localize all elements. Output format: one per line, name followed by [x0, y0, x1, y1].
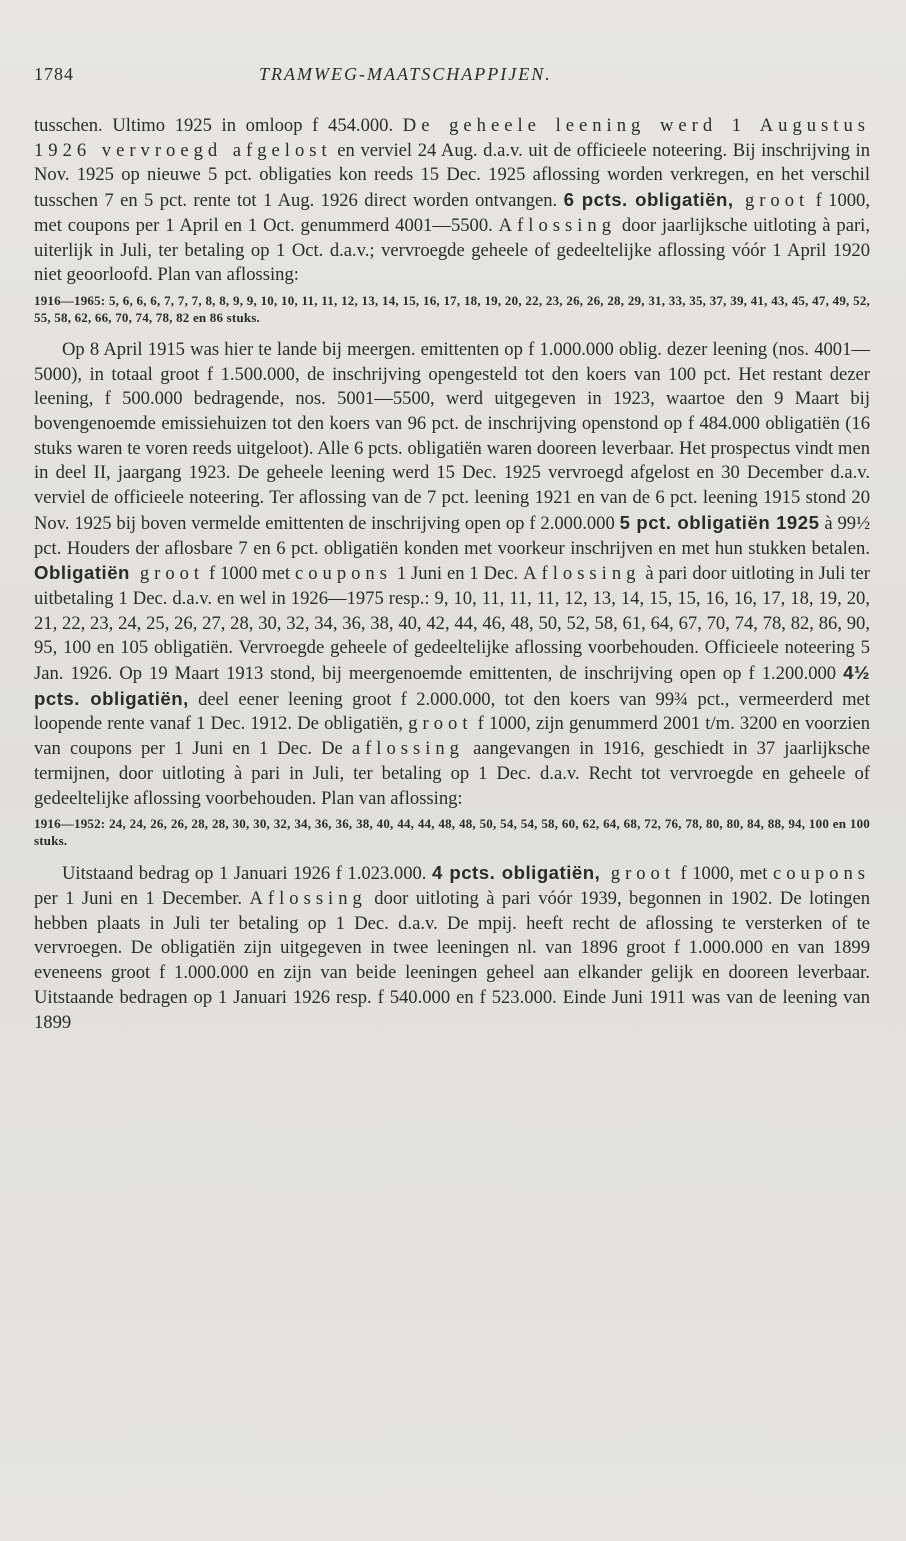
text-run: en verviel 24 Aug. d.a.v. uit de officieele noteering. Bij inschrijving in Nov. 1925 op nieuwe 5 pct. obligaties kon reeds 15 Dec. 1925 aflossing worden verkregen, en het verschil tusschen 7 en 5 pct. rente tot 1 Aug. 1926 direct worden ontvangen.	[34, 139, 871, 212]
page-number: 1784	[34, 64, 74, 84]
text-run: door jaarlijksche uitloting à pari, uiterlijk in Juli, ter betaling op 1 Oct. d.a.v.; vervroegde geheele of gedeeltelijke aflossing vóór 1 April 1920 niet geoorloofd. Plan van aflossing:	[34, 214, 870, 286]
body-text	[34, 114, 870, 1035]
bond-heading-6pct: 6 pcts. obligatiën,	[563, 189, 734, 211]
text-run: à pari door uitloting in Juli ter uitbetaling 1 Dec. d.a.v. en wel in 1926—1975 resp.: 9, 10, 11, 11, 11, 12, 13, 14, 15, 15, 16, 16, 17, 18, 19, 20, 21, 22, 23, 24, 25, 26, 27, 28, 30, 32, 34, 36, 38, 40, 42, 44, 46, 48, 50, 52, 58, 61, 64, 67, 70, 74, 78, 82, 86, 90, 95, 100 en 105 obligatiën. Vervroegde geheele of gedeeltelijke aflossing voorbehouden. Officieele noteering 5 Jan. 1926. Op 19 Maart 1913 stond, bij meergenoemde emittenten, de inschrijving open op f 1.200.000	[34, 563, 870, 685]
spaced-text: Aflossing	[249, 887, 367, 909]
page-header	[34, 64, 874, 90]
text-run: f 1000, met coupons per 1 April en 1 Oct. genummerd 4001—5500.	[34, 190, 870, 236]
paragraph-six-pct	[34, 114, 870, 288]
text-run: deel eener leening groot f 2.000.000, tot den koers van 99¾ pct., vermeerderd met loopende rente vanaf 1 Dec. 1912. De obligatiën,	[34, 688, 870, 735]
text-run: f 1000, zijn genummerd 2001 t/m. 3200 en voorzien van coupons per 1 Juni en 1 Dec. De	[34, 713, 870, 760]
spaced-text: coupons	[294, 563, 392, 585]
text-run: per 1 Juni en 1 December.	[34, 887, 250, 909]
text-run: Op 8 April 1915 was hier te lande bij meergen. emittenten op f 1.000.000 oblig. dezer leening (nos. 4001—5000), in totaal groot f 1.500.000, de inschrijving opengesteld tot den koers van 100 pct. Het restant dezer leening, f 500.000 bedragende, nos. 5001—5500, werd uitgegeven in 1923, waartoe den 9 Maart bij bovengenoemde emissiehuizen tot den koers van 96 pct. de inschrijving openstond op f 484.000 obligatiën (16 stuks waren te voren reeds uitgeloot). Alle 6 pcts. obligatiën waren dooreen leverbaar. Het prospectus vindt men in deel II, jaargang 1923. De geheele leening werd 15 Dec. 1925 vervroegd afgelost en 30 December d.a.v. verviel de officieele noteering. Ter aflossing van de 7 pct. leening 1921 en van de 6 pct. leening 1915 stond 20 Nov. 1925 bij boven vermelde emittenten de inschrijving open op f 2.000.000	[34, 338, 870, 534]
redemption-plan-1916-1965: 1916—1965: 5, 6, 6, 6, 7, 7, 7, 8, 8, 9, 9, 10, 10, 11, 11, 12, 13, 14, 15, 16, 17, 18, 19, 20, 22, 23, 26, 26, 28, 29, 31, 33, 35, 37, 39, 41, 43, 45, 47, 49, 52, 55, 58, 62, 66, 70, 74, 78, 82 en 86 stuks.	[34, 292, 870, 325]
bond-heading-5pct: 5 pct. obligatiën 1925	[619, 511, 820, 533]
bond-heading-4-5pct: 4½ pcts. obligatiën,	[34, 662, 870, 709]
spaced-text: Aflossing	[498, 214, 616, 236]
spaced-text: aflossing	[351, 738, 464, 760]
spaced-text: groot	[129, 563, 205, 585]
spaced-text: De geheele leening werd 1 Augustus 1926 vervroegd afgelost	[34, 115, 870, 161]
text-run: f 1000 met	[204, 563, 295, 585]
bond-heading-obligatien: Obligatiën	[34, 562, 130, 584]
spaced-text: Aflossing	[523, 563, 641, 585]
paragraph-four-pct	[34, 861, 870, 1035]
text-run: Uitstaand bedrag op 1 Januari 1926 f 1.023.000.	[62, 863, 432, 885]
spaced-text: groot	[408, 713, 473, 735]
text-run: tusschen. Ultimo 1925 in omloop f 454.000.	[34, 115, 403, 136]
running-title: TRAMWEG-MAATSCHAPPIJEN.	[259, 64, 552, 84]
text-run: door uitloting à pari vóór 1939, begonnen in 1902. De lotingen hebben plaats in Juli ter betaling op 1 Dec. d.a.v. De mpij. heeft recht de aflossing te versterken of te vervroegen. De obligatiën zijn uitgegeven in twee leeningen nl. van 1896 groot f 1.000.000 en van 1899 eveneens groot f 1.000.000 en zijn van beide leeningen geheel aan elkander gelijk en dooreen leverbaar. Uitstaande bedragen op 1 Januari 1926 resp. f 540.000 en f 523.000. Einde Juni 1911 was van de leening van 1899	[34, 887, 870, 1033]
text-run: aangevangen in 1916, geschiedt in 37 jaarlijksche termijnen, door uitloting à pari in Juli, ter betaling op 1 Dec. d.a.v. Recht tot vervroegde en geheele of gedeeltelijke aflossing voorbehouden. Plan van aflossing:	[34, 738, 870, 809]
text-run: 1 Juni en 1 Dec.	[391, 563, 524, 585]
bond-heading-4pct: 4 pcts. obligatiën,	[431, 862, 601, 884]
text-run: f 1000, met	[675, 863, 773, 885]
spaced-text: groot	[733, 190, 810, 212]
spaced-text: groot	[600, 863, 676, 885]
redemption-plan-1916-1952: 1916—1952: 24, 24, 26, 26, 28, 28, 30, 30, 32, 34, 36, 36, 38, 40, 44, 44, 48, 48, 50, 54, 54, 58, 60, 62, 64, 68, 72, 76, 78, 80, 80, 84, 88, 94, 100 en 100 stuks.	[34, 816, 870, 849]
paragraph-emission	[34, 338, 870, 811]
spaced-text: coupons	[773, 863, 870, 885]
text-run: à 99½ pct. Houders der aflosbare 7 en 6 pct. obligatiën konden met voorkeur inschrijven en met hun stukken betalen.	[34, 512, 871, 559]
